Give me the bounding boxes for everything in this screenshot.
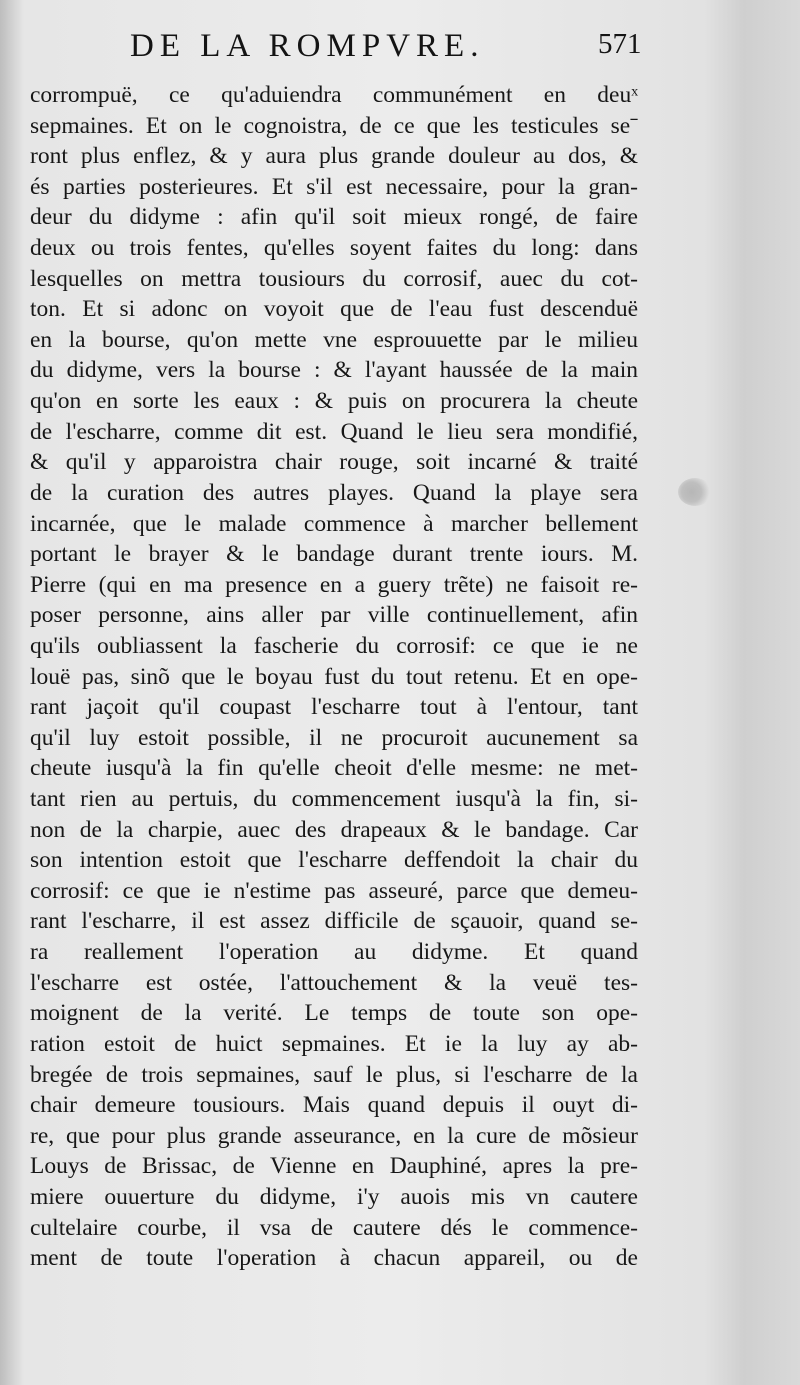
text-line: qu'on en sorte les eaux : & puis on procurera la cheute	[30, 388, 638, 415]
text-line: Pierre (qui en ma presence en a guery trẽte) ne faisoit re-	[30, 571, 638, 598]
ink-blot	[678, 478, 712, 506]
text-line: qu'il luy estoit possible, il ne procuroit aucunement sa	[30, 724, 638, 751]
text-line: son intention estoit que l'escharre deffendoit la chair du	[30, 847, 638, 874]
text-line: bregée de trois sepmaines, sauf le plus, si l'escharre de la	[30, 1061, 638, 1088]
running-head	[30, 26, 642, 70]
text-line: en la bourse, qu'on mette vne esprouuette par le milieu	[30, 326, 638, 353]
text-line: de la curation des autres playes. Quand la playe sera	[30, 479, 638, 506]
text-line: ra reallement l'operation au didyme. Et quand	[30, 939, 638, 966]
text-line: de l'escharre, comme dit est. Quand le lieu sera mondifié,	[30, 418, 638, 445]
ink-bleed-through	[676, 410, 796, 570]
text-line: & qu'il y apparoistra chair rouge, soit incarné & traité	[30, 449, 638, 476]
running-title: DE LA ROMPVRE.	[130, 28, 485, 64]
text-line: du didyme, vers la bourse : & l'ayant haussée de la main	[30, 357, 638, 384]
text-line: deur du didyme : afin qu'il soit mieux rongé, de faire	[30, 204, 638, 231]
text-line: ration estoit de huict sepmaines. Et ie la luy ay ab-	[30, 1030, 638, 1057]
text-line: incarnée, que le malade commence à marcher bellement	[30, 510, 638, 537]
page-number: 571	[598, 28, 642, 60]
text-line: non de la charpie, auec des drapeaux & le bandage. Car	[30, 816, 638, 843]
text-line: chair demeure tousiours. Mais quand depuis il ouyt di-	[30, 1092, 638, 1119]
text-line: ront plus enflez, & y aura plus grande douleur au dos, &	[30, 143, 638, 170]
text-line: cultelaire courbe, il vsa de cautere dés le commence-	[30, 1214, 638, 1241]
text-line: qu'ils oubliassent la fascherie du corrosif: ce que ie ne	[30, 632, 638, 659]
text-body	[30, 80, 638, 1274]
text-line: l'escharre est ostée, l'attouchement & la veuë tes-	[30, 969, 638, 996]
text-line: louë pas, sinõ que le boyau fust du tout retenu. Et en ope-	[30, 663, 638, 690]
text-line: moignent de la verité. Le temps de toute son ope-	[30, 1000, 638, 1027]
text-line: ton. Et si adonc on voyoit que de l'eau fust descenduë	[30, 296, 638, 323]
text-line: Louys de Brissac, de Vienne en Dauphiné, apres la pre-	[30, 1153, 638, 1180]
text-line: ment de toute l'operation à chacun appareil, ou de	[30, 1245, 638, 1272]
text-line: sepmaines. Et on le cognoistra, de ce que les testicules seˉ	[30, 112, 638, 139]
text-line: lesquelles on mettra tousiours du corrosif, auec du cot-	[30, 265, 638, 292]
text-line: miere ouuerture du didyme, i'y auois mis vn cautere	[30, 1183, 638, 1210]
text-line: rant jaçoit qu'il coupast l'escharre tout à l'entour, tant	[30, 694, 638, 721]
text-line: cheute iusqu'à la fin qu'elle cheoit d'elle mesme: ne met-	[30, 755, 638, 782]
text-line: corrosif: ce que ie n'estime pas asseuré, parce que demeu-	[30, 877, 638, 904]
text-line: rant l'escharre, il est assez difficile de sçauoir, quand se-	[30, 908, 638, 935]
text-line: tant rien au pertuis, du commencement iusqu'à la fin, si-	[30, 786, 638, 813]
text-line: deux ou trois fentes, qu'elles soyent faites du long: dans	[30, 235, 638, 262]
text-line: re, que pour plus grande asseurance, en la cure de mõsieur	[30, 1122, 638, 1149]
text-line: és parties posterieures. Et s'il est necessaire, pour la gran-	[30, 173, 638, 200]
text-line: poser personne, ains aller par ville continuellement, afin	[30, 602, 638, 629]
text-line: portant le brayer & le bandage durant trente iours. M.	[30, 541, 638, 568]
text-line: corrompuë, ce qu'aduiendra communément en deuˣ	[30, 82, 638, 108]
